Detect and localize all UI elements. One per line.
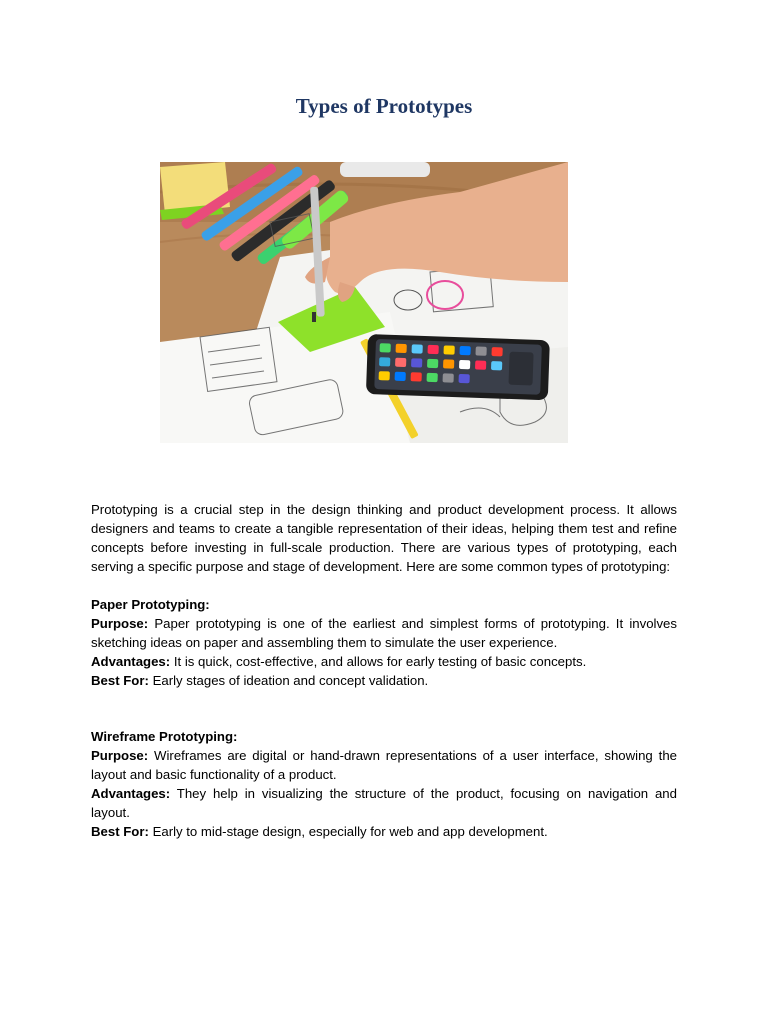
- page-title: Types of Prototypes: [295, 94, 473, 118]
- purpose-label: Purpose:: [91, 616, 149, 631]
- purpose-line: [91, 746, 677, 784]
- sketching-prototype-illustration: [160, 162, 568, 443]
- purpose-line: [91, 614, 677, 652]
- advantages-label: Advantages:: [91, 786, 171, 801]
- advantages-line: [91, 652, 677, 671]
- purpose-text: Wireframes are digital or hand-drawn representations of a user interface, showing the layout and basic functionality of a product.: [91, 748, 677, 782]
- best-for-text: Early stages of ideation and concept validation.: [152, 673, 429, 688]
- best-for-line: [91, 822, 677, 841]
- section-heading: Wireframe Prototyping:: [91, 729, 238, 744]
- best-for-label: Best For:: [91, 673, 149, 688]
- section-wireframe-prototyping: [91, 727, 677, 841]
- best-for-text: Early to mid-stage design, especially for web and app development.: [152, 824, 548, 839]
- section-heading: Paper Prototyping:: [91, 597, 210, 612]
- best-for-line: [91, 671, 677, 690]
- purpose-text: Paper prototyping is one of the earliest and simplest forms of prototyping. It involves sketching ideas on paper and assembling them to simulate the user experience.: [91, 616, 677, 650]
- document-body: [91, 500, 677, 841]
- intro-paragraph: Prototyping is a crucial step in the design thinking and product development process. It allows designers and teams to create a tangible representation of their ideas, helping them test and refine concepts before investing in full-scale production. There are various types of prototyping, each serving a specific purpose and stage of development. Here are some common types of prototyping:: [91, 502, 677, 574]
- smartphone: [366, 334, 550, 400]
- purpose-label: Purpose:: [91, 748, 149, 763]
- advantages-text: It is quick, cost-effective, and allows for early testing of basic concepts.: [173, 654, 587, 669]
- prototype-photo: [160, 162, 568, 443]
- section-paper-prototyping: [91, 595, 677, 690]
- best-for-label: Best For:: [91, 824, 149, 839]
- advantages-label: Advantages:: [91, 654, 171, 669]
- advantages-line: [91, 784, 677, 822]
- advantages-text: They help in visualizing the structure of the product, focusing on navigation and layout.: [91, 786, 677, 820]
- section-spacer: [91, 690, 677, 727]
